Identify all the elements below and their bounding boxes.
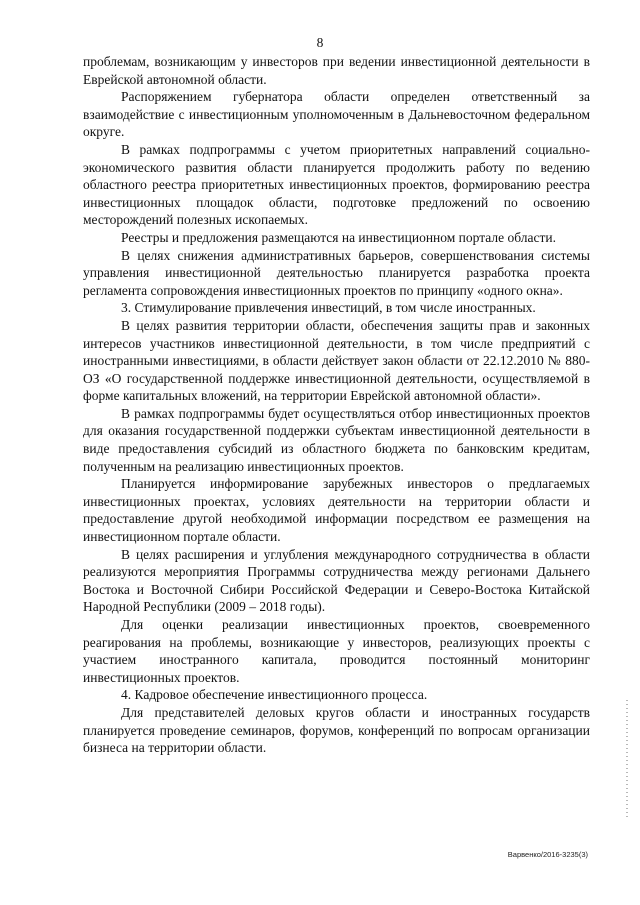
scan-margin-artifact [626,700,628,820]
section-heading-3: 3. Стимулирование привлечения инвестиций, в том числе иностранных. [121,300,536,316]
section-heading-4: 4. Кадровое обеспечение инвестиционного процесса. [121,687,428,703]
paragraph-4: Реестры и предложения размещаются на инвестиционном портале области. [121,229,557,245]
paragraph-8: В рамках подпрограммы будет осуществляться отбор инвестиционных проектов для оказания государственной поддержки субъектам инвестиционной деятельности в виде предоставления субсидий из областного бюджета по банковским кредитам, полученным на реализацию инвестиционных проектов. [83,405,590,474]
paragraph-5: В целях снижения административных барьеров, совершенствования системы управления инвестиционной деятельностью планируется разработка проекта регламента сопровождения инвестиционных проектов по принципу «одного окна». [83,247,590,298]
paragraph-9: Планируется информирование зарубежных инвесторов о предлагаемых инвестиционных проектах, условиях деятельности на территории области и предоставление другой необходимой информации посредством ее размещения на инвестиционном портале области. [83,476,590,545]
page-number: 8 [316,35,324,50]
paragraph-1: проблемам, возникающим у инвесторов при ведении инвестиционной деятельности в Еврейской автономной области. [83,54,590,87]
paragraph-11: Для оценки реализации инвестиционных проектов, своевременного реагирования на проблемы, возникающие у инвесторов, реализующих проекты с участием иностранного капитала, проводится постоянный мониторинг инвестиционных проектов. [83,617,590,685]
paragraph-7: В целях развития территории области, обеспечения защиты прав и законных интересов участников инвестиционной деятельности, в том числе предприятий с иностранными инвестициями, в области действует закон области от 22.12.2010 № 880-ОЗ «О государственной поддержке инвестиционной деятельности, осуществляемой в форме капитальных вложений, на территории Еврейской автономной области». [83,317,590,404]
document-body [83,53,590,757]
paragraph-3: В рамках подпрограммы с учетом приоритетных направлений социально-экономического развития области планируется продолжить работу по ведению областного реестра приоритетных инвестиционных проектов, формированию реестра инвестиционных площадок области, подготовке предложений по освоению месторождений полезных ископаемых. [83,141,590,228]
paragraph-2: Распоряжением губернатора области определен ответственный за взаимодействие с инвестиционным уполномоченным в Дальневосточном федеральном округе. [83,89,590,140]
paragraph-10: В целях расширения и углубления международного сотрудничества в области реализуются мероприятия Программы сотрудничества между регионами Дальнего Востока и Восточной Сибири Российской Федерации и Северо-Востока Китайской Народной Республики (2009 – 2018 годы). [83,546,590,615]
paragraph-13: Для представителей деловых кругов области и иностранных государств планируется проведение семинаров, форумов, конференций по вопросам организации бизнеса на территории области. [83,704,590,756]
document-footer-code: Варвенко/2016-3235(3) [507,850,588,859]
